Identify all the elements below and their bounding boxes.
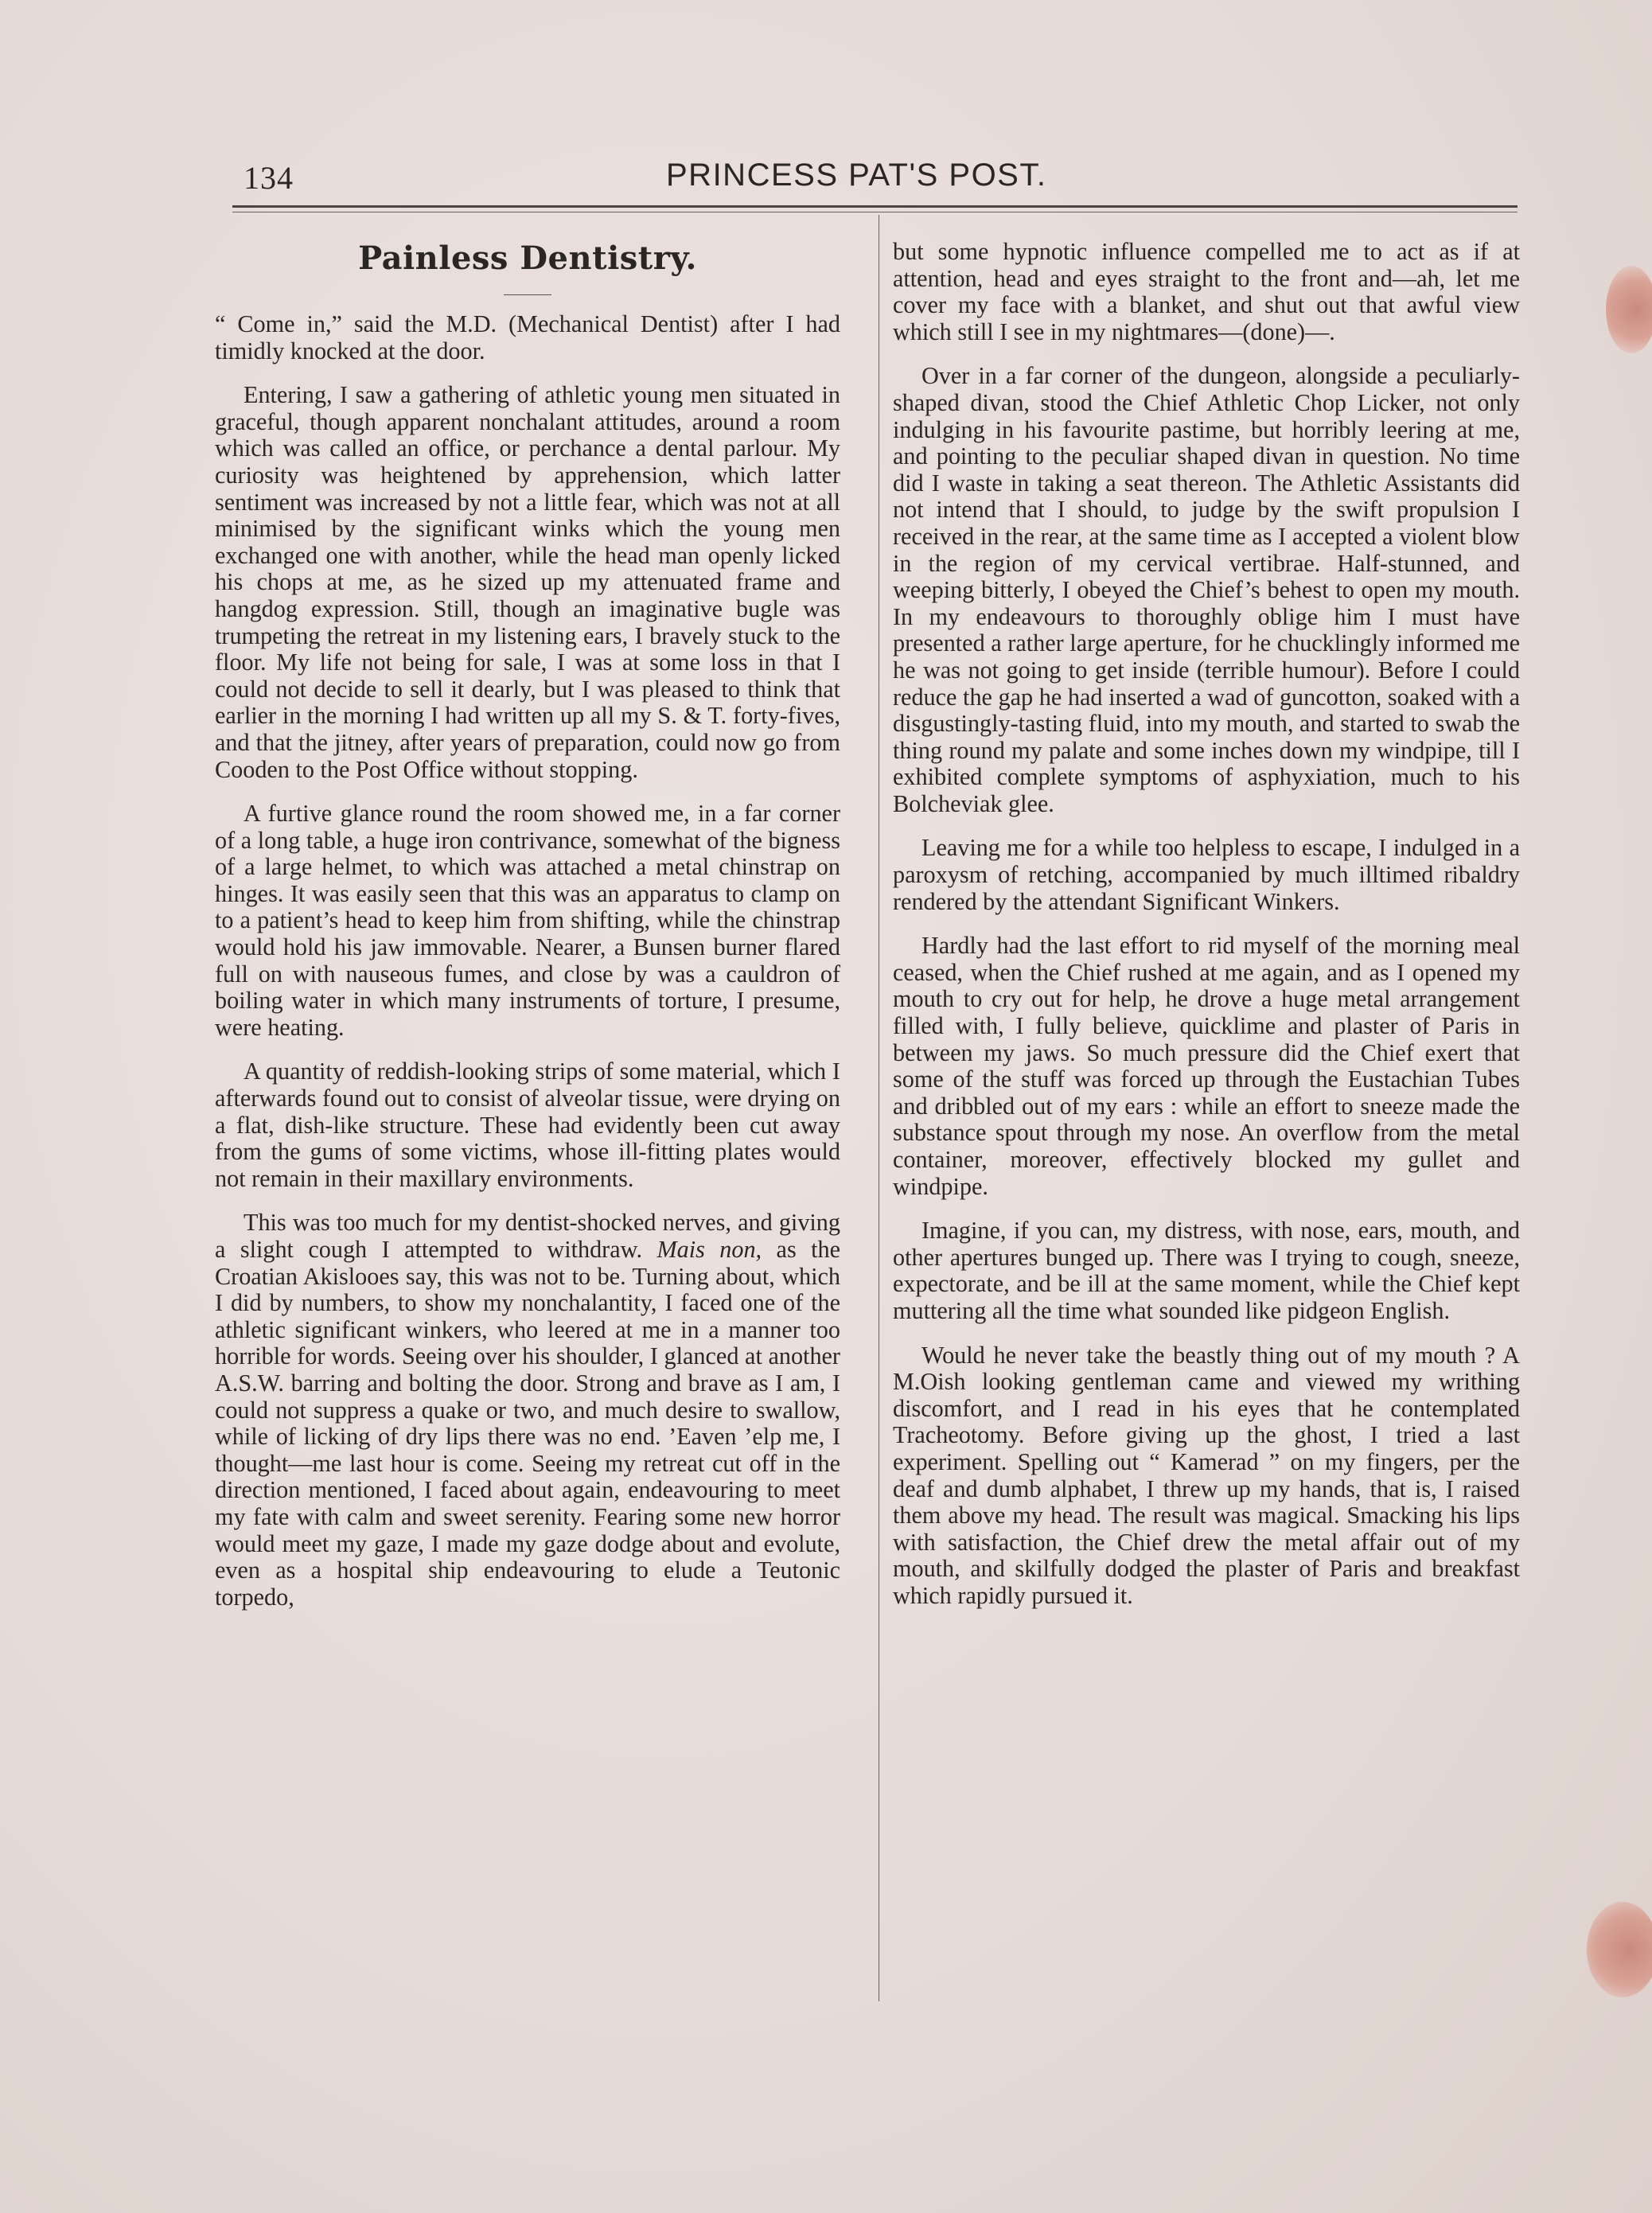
paragraph: Leaving me for a while too helpless to escape, I indulged in a paroxysm of retching, accompanied by much illtimed ribaldry rendered by the attendant Significant Winkers. [893,834,1520,915]
paragraph-text: This was too much for my dentist-shocked nerves, and giving a slight cough I attempted to withdraw. [215,1209,840,1263]
paragraph-continuation: but some hypnotic influence compelled me to act as if at attention, head and eyes straight to the front and—ah, let me cover my face with a blanket, and shut out that awful view which still I see in my nightmares—(done)—. [893,238,1520,345]
article-title: Painless Dentistry. [358,240,697,277]
publication-title: PRINCESS PAT'S POST. [666,158,1047,193]
paragraph [215,1210,840,1611]
binding-hole-top [1606,266,1652,353]
italic-phrase: Mais non, [657,1236,762,1263]
right-column [893,239,1520,1627]
paragraph-text: as the Croatian Akislooes say, this was not to be. Turning about, which I did by numbers, to show my nonchalantity, I faced one of the athletic significant winkers, who leered at me in a manner too horrible for words. Seeing over his shoulder, I glanced at another A.S.W. barring and bolting the door. Strong and brave as I am, I could not suppress a quake or two, and much desire to swallow, while of licking of dry lips there was no end. ’Eaven ’elp me, I thought—me last hour is come. Seeing my retreat cut off in the direction mentioned, I faced about again, endeavouring to meet my fate with calm and sweet serenity. Fearing some new horror would meet my gaze, I made my gaze dodge about and evolute, even as a hospital ship endeavouring to elude a Teutonic torpedo, [215,1236,841,1611]
title-rule [504,294,551,295]
page-header [232,156,1518,205]
paragraph: Would he never take the beastly thing out of my mouth ? A M.Oish looking gentleman came and viewed my writhing discomfort, and I read in his eyes that he contemplated Tracheotomy. Before giving up the ghost, I tried a last experiment. Spelling out “ Kamerad ” on my fingers, per the deaf and dumb alphabet, I threw up my hands, that is, I raised them above my head. The result was magical. Smacking his lips with satisfaction, the Chief drew the metal affair out of my mouth, and skilfully dodged the plaster of Paris and breakfast which rapidly pursued it. [893,1341,1520,1609]
paragraph: “ Come in,” said the M.D. (Mechanical Dentist) after I had timidly knocked at the door. [215,310,840,364]
left-column [215,239,840,1628]
paragraph: A furtive glance round the room showed me, in a far corner of a long table, a huge iron contrivance, somewhat of the bigness of a large helmet, to which was attached a metal chinstrap on hinges. It was easily seen that this was an apparatus to clamp on to a patient’s head to keep him from shifting, while the chinstrap would hold his jaw immovable. Nearer, a Bunsen burner flared full on with nauseous fumes, and close by was a cauldron of boiling water in which many instruments of torture, I presume, were heating. [215,800,840,1041]
paragraph: Hardly had the last effort to rid myself of the morning meal ceased, when the Chief rushed at me again, and as I opened my mouth to cry out for help, he drove a huge metal arrangement filled with, I fully believe, quicklime and plaster of Paris in between my jaws. So much pressure did the Chief exert that some of the stuff was forced up through the Eustachian Tubes and dribbled out of my ears : while an effort to sneeze made the substance spout through my nose. An overflow from the metal container, moreover, effectively blocked my gullet and windpipe. [893,932,1520,1200]
paragraph: A quantity of reddish-looking strips of some material, which I afterwards found out to consist of alveolar tissue, were drying on a flat, dish-like structure. These had evidently been cut away from the gums of some victims, whose ill-fitting plates would not remain in their maxillary environments. [215,1058,840,1192]
paragraph: Over in a far corner of the dungeon, alongside a peculiarly-shaped divan, stood the Chief Athletic Chop Licker, not only indulging in his favourite pastime, but horribly leering at me, and pointing to the peculiar shaped divan in question. No time did I waste in taking a seat thereon. The Athletic Assistants did not intend that I should, to judge by the swift propulsion I received in the rear, at the same time as I accepted a violent blow in the region of my cervical vertibrae. Half-stunned, and weeping bitterly, I obeyed the Chief’s behest to open my mouth. In my endeavours to thoroughly oblige him I must have presented a rather large aperture, for he chucklingly informed me he was not going to get inside (terrible humour). Before I could reduce the gap he had inserted a wad of guncotton, soaked with a disgustingly-tasting fluid, into my mouth, and started to swab the thing round my palate and some inches down my windpipe, till I exhibited complete symptoms of asphyxiation, much to his Bolcheviak glee. [893,362,1520,817]
paragraph: Entering, I saw a gathering of athletic young men situated in graceful, though apparent nonchalant attitudes, around a room which was called an office, or perchance a dental parlour. My curiosity was heightened by apprehension, which latter sentiment was increased by not a little fear, which was not at all minimised by the significant winks which the young men exchanged one with another, while the head man openly licked his chops at me, as he sized up my attenuated frame and hangdog expression. Still, though an imaginative bugle was trumpeting the retreat in my listening ears, I bravely stuck to the floor. My life not being for sale, I was at some loss in that I could not decide to sell it dearly, but I was pleased to think that earlier in the morning I had written up all my S. & T. forty-fives, and that the jitney, after years of preparation, could now go from Cooden to the Post Office without stopping. [215,381,840,783]
header-rule [232,205,1518,208]
binding-hole-bottom [1587,1902,1652,1997]
paragraph: Imagine, if you can, my distress, with nose, ears, mouth, and other apertures bunged up. There was I trying to cough, sneeze, expectorate, and be ill at the same moment, while the Chief kept muttering all the time what sounded like pidgeon English. [893,1217,1520,1324]
page-number: 134 [244,160,294,196]
